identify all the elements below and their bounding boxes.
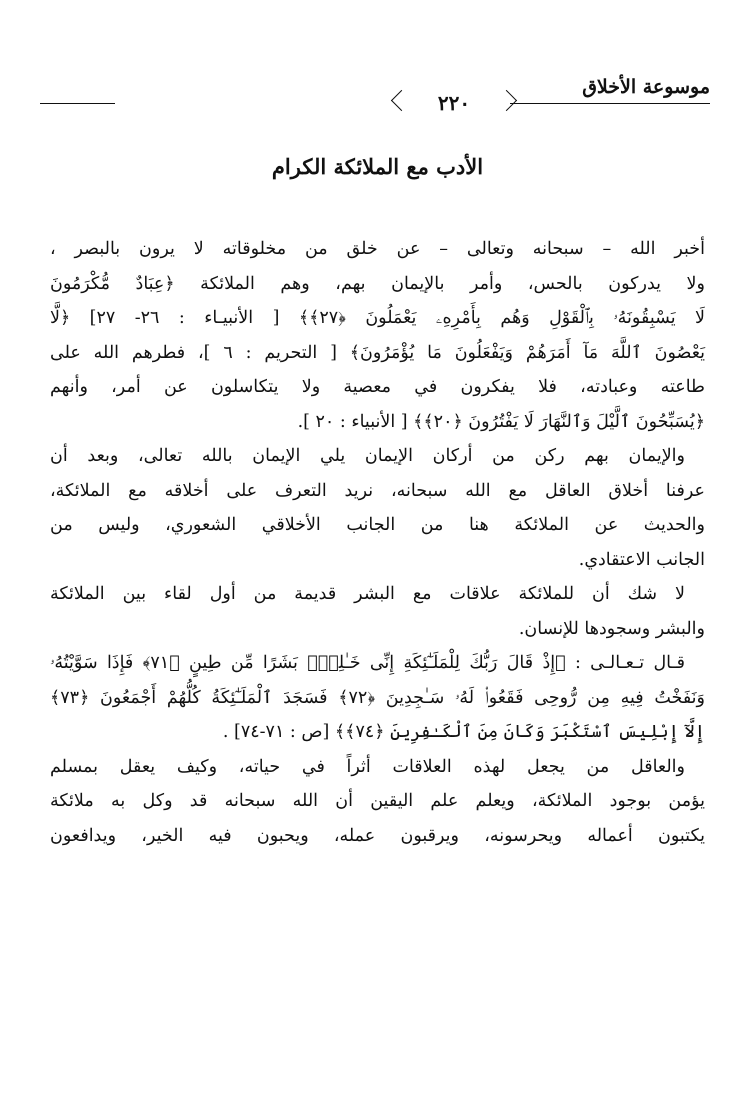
text-line: يؤمن بوجود الملائكة، ويعلم علم اليقين أن الله سبحانه قد وكل به ملائكة	[50, 791, 705, 811]
paragraph-3	[50, 577, 705, 646]
text-line: لا شك أن للملائكة علاقات مع البشر قديمة من أول لقاء بين الملائكة	[50, 584, 685, 604]
text-line: والإيمان بهم ركن من أركان الإيمان يلي الإيمان بالله تعالى، وبعد أن	[50, 446, 685, 466]
text-line: والعاقل من يجعل لهذه العلاقات أثراً في حياته، وكيف يعقل بمسلم	[50, 756, 685, 777]
text-line: لَا يَسْبِقُونَهُۥ بِٱلْقَوْلِ وَهُم بِأَمْرِهِۦ يَعْمَلُونَ ﴿٢٧﴾﴾ [ الأنبيـاء : ٢٦- ٢٧] ﴿لَّا	[50, 308, 705, 328]
section-title: الأدب مع الملائكة الكرام	[271, 154, 484, 179]
text-line: والبشر وسجودها للإنسان.	[518, 618, 705, 639]
text-line: عرفنا أخلاق العاقل مع الله سبحانه، نريد التعرف على أخلاقه مع الملائكة،	[50, 480, 705, 501]
paragraph-2	[50, 439, 705, 577]
page-number: ٢٢٠	[394, 88, 514, 118]
header-rule-left	[40, 103, 115, 104]
running-title: موسوعة الأخلاق	[582, 76, 710, 98]
body-text	[50, 232, 705, 853]
text-line: إِلَّآ إِبْلِيسَ ٱسْتَكْبَرَ وَكَانَ مِنَ ٱلْكَـٰفِرِينَ ﴿٧٤﴾﴾ [ص : ٧١-٧٤] .	[222, 722, 705, 742]
text-line: يَعْصُونَ ٱللَّهَ مَآ أَمَرَهُمْ وَيَفْعَلُونَ مَا يُؤْمَرُونَ﴾ [ التحريم : ٦ ]، فطرهم الله على	[50, 342, 706, 363]
text-line: يكتبون أعماله ويحرسونه، ويرقبون عمله، ويحبون فيه الخير، ويدافعون	[50, 825, 705, 846]
text-line: قـال تـعـالـى : ﴿إِذْ قَالَ رَبُّكَ لِلْمَلَـٰٓئِكَةِ إِنِّى خَـٰلِقٌۢ بَشَرًا مِّن طِينٍ ﴿٧١﴾ فَإِذَا سَوَّيْتُهُۥ	[50, 653, 685, 673]
text-line: والحديث عن الملائكة هنا من الجانب الأخلاقي الشعوري، وليس من	[50, 515, 705, 535]
text-line: أخبر الله – سبحانه وتعالى – عن خلق من مخلوقاته لا يرون بالبصر ،	[50, 239, 705, 259]
text-line: طاعته وعبادته، فلا يفكرون في معصية ولا يتكاسلون عن أمر، وأنهم	[50, 377, 705, 397]
paragraph-1	[50, 232, 705, 439]
text-line: الجانب الاعتقادي.	[578, 549, 705, 570]
paragraph-4	[50, 646, 705, 750]
page-header	[40, 76, 710, 126]
text-line: ولا يدركون بالحس، وأمر بالإيمان بهم، وهم الملائكة ﴿عِبَادٌ مُّكْرَمُونَ	[50, 273, 705, 294]
paragraph-5	[50, 750, 705, 854]
text-line: ﴿يُسَبِّحُونَ ٱلَّيْلَ وَٱلنَّهَارَ لَا يَفْتُرُونَ ﴿٢٠﴾﴾ [ الأنبياء : ٢٠ ].	[297, 411, 705, 432]
text-line: وَنَفَخْتُ فِيهِ مِن رُّوحِى فَقَعُوا۟ لَهُۥ سَـٰجِدِينَ ﴿٧٢﴾ فَسَجَدَ ٱلْمَلَـٰٓئِكَةُ كُلُّهُمْ أَجْمَعُونَ ﴿٧٣﴾	[50, 687, 705, 708]
header-rule-right	[510, 103, 710, 104]
